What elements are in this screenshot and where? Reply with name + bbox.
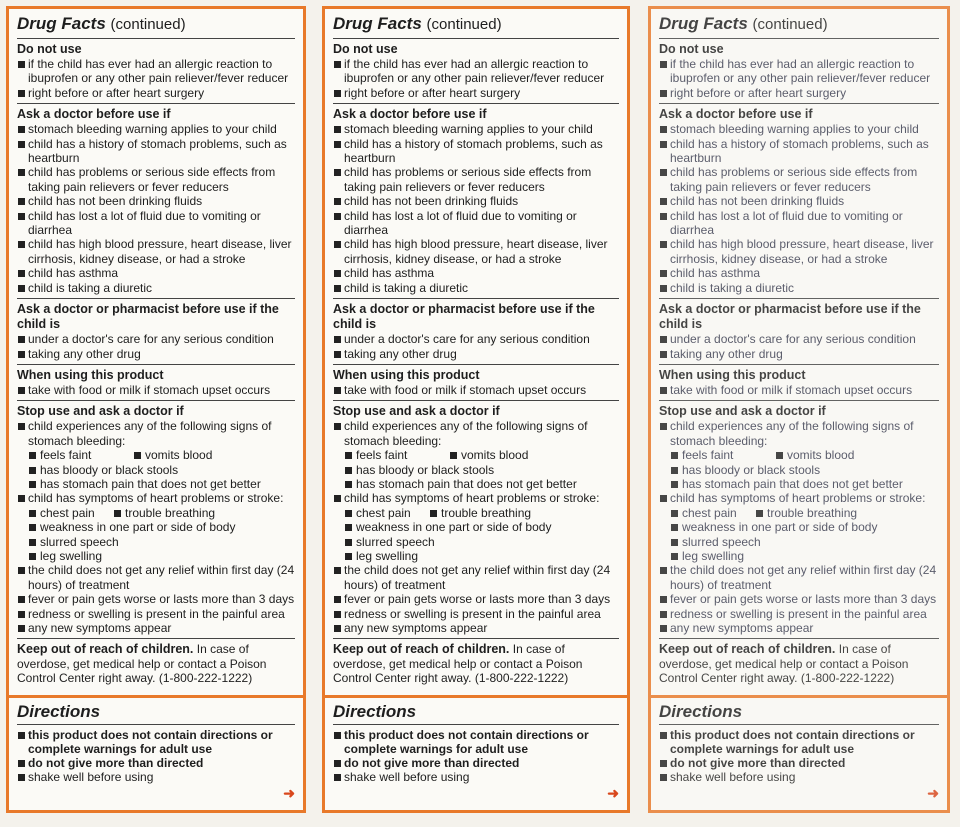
symptom-item: slurred speech <box>659 535 939 549</box>
warning-item: child has asthma <box>333 266 619 280</box>
warning-item: child has symptoms of heart problems or stroke: <box>659 491 939 505</box>
symptom-item: has bloody or black stools <box>333 463 619 477</box>
label-photo-panel <box>0 0 318 827</box>
directions-title: Directions <box>333 702 417 721</box>
directions-item: do not give more than directed <box>333 756 619 770</box>
stop-use-heading: Stop use and ask a doctor if <box>17 404 184 419</box>
symptom-item: has stomach pain that does not get better <box>333 477 619 491</box>
keep-out-text: In case of overdose, get medical help or contact a Poison Control Center right away. (1-800-222-1222) <box>17 642 267 686</box>
warning-item: child experiences any of the following signs of stomach bleeding: <box>333 419 619 448</box>
symptom-item: slurred speech <box>333 535 619 549</box>
warning-item: child has lost a lot of fluid due to vomiting or diarrhea <box>659 209 939 238</box>
warning-item: taking any other drug <box>333 347 619 361</box>
keep-out-of-reach <box>333 642 619 685</box>
directions-rule <box>17 724 295 725</box>
section-heading: Ask a doctor or pharmacist before use if the child is <box>333 302 595 332</box>
symptom-item: leg swelling <box>333 549 619 563</box>
warning-item: take with food or milk if stomach upset occurs <box>333 383 619 397</box>
symptom-item: weakness in one part or side of body <box>17 520 295 534</box>
symptom-row <box>17 506 295 520</box>
stop-use-heading: Stop use and ask a doctor if <box>333 404 500 419</box>
drug-facts-main-box <box>9 9 303 698</box>
directions-title: Directions <box>17 702 101 721</box>
section-divider <box>17 103 295 104</box>
symptom-row <box>333 448 619 462</box>
warning-item: stomach bleeding warning applies to your child <box>333 122 619 136</box>
warning-item: child has high blood pressure, heart disease, liver cirrhosis, kidney disease, or had a stroke <box>333 237 619 266</box>
warning-item: any new symptoms appear <box>659 621 939 635</box>
section-heading: When using this product <box>659 367 806 382</box>
warning-item: child has high blood pressure, heart disease, liver cirrhosis, kidney disease, or had a stroke <box>17 237 295 266</box>
warning-item: taking any other drug <box>659 347 939 361</box>
warning-item: redness or swelling is present in the painful area <box>659 607 939 621</box>
warning-item: right before or after heart surgery <box>659 86 939 100</box>
warning-item: child has lost a lot of fluid due to vomiting or diarrhea <box>17 209 295 238</box>
section-heading: Ask a doctor before use if <box>17 107 171 122</box>
warning-item: the child does not get any relief within first day (24 hours) of treatment <box>659 563 939 592</box>
symptom-feels-faint: feels faint <box>40 448 92 463</box>
warning-item: if the child has ever had an allergic reaction to ibuprofen or any other pain reliever/fever reducer <box>17 57 295 86</box>
section-divider <box>659 638 939 639</box>
symptom-item: weakness in one part or side of body <box>659 520 939 534</box>
warning-item: child has not been drinking fluids <box>659 194 939 208</box>
warning-item: take with food or milk if stomach upset occurs <box>659 383 939 397</box>
section-divider <box>333 103 619 104</box>
warning-item: if the child has ever had an allergic reaction to ibuprofen or any other pain reliever/fever reducer <box>333 57 619 86</box>
symptom-item: has bloody or black stools <box>17 463 295 477</box>
symptom-trouble-breathing: trouble breathing <box>767 505 858 520</box>
keep-out-heading: Keep out of reach of children. <box>17 642 194 657</box>
warning-item: child is taking a diuretic <box>17 281 295 295</box>
symptom-chest-pain: chest pain <box>356 505 411 520</box>
drug-facts-main-box <box>325 9 627 698</box>
section-heading: Ask a doctor or pharmacist before use if the child is <box>17 302 279 332</box>
warning-item: child is taking a diuretic <box>333 281 619 295</box>
section-divider <box>333 364 619 365</box>
directions-box <box>325 698 627 810</box>
section-heading: When using this product <box>17 367 164 382</box>
symptom-chest-pain: chest pain <box>40 505 95 520</box>
stop-use-heading: Stop use and ask a doctor if <box>659 404 826 419</box>
drug-facts-label <box>648 6 950 813</box>
warning-item: the child does not get any relief within first day (24 hours) of treatment <box>333 563 619 592</box>
warning-item: child has asthma <box>17 266 295 280</box>
section-divider <box>333 638 619 639</box>
warning-item: child has not been drinking fluids <box>333 194 619 208</box>
section-heading: Ask a doctor or pharmacist before use if the child is <box>659 302 921 332</box>
warning-item: if the child has ever had an allergic reaction to ibuprofen or any other pain reliever/fever reducer <box>659 57 939 86</box>
section-heading: When using this product <box>333 367 480 382</box>
warning-item: stomach bleeding warning applies to your child <box>659 122 939 136</box>
warning-item: taking any other drug <box>17 347 295 361</box>
symptom-item: has stomach pain that does not get better <box>17 477 295 491</box>
label-photo-panel <box>640 0 960 827</box>
directions-rule <box>659 724 939 725</box>
symptom-item: leg swelling <box>17 549 295 563</box>
title-text: Drug Facts <box>17 14 106 33</box>
warning-item: child has symptoms of heart problems or stroke: <box>333 491 619 505</box>
directions-item: shake well before using <box>659 770 939 784</box>
directions-box <box>651 698 947 810</box>
drug-facts-label <box>322 6 630 813</box>
title-text: Drug Facts <box>333 14 422 33</box>
directions-item: this product does not contain directions or complete warnings for adult use <box>659 728 939 756</box>
warning-item: child has a history of stomach problems, such as heartburn <box>17 137 295 166</box>
section-heading: Ask a doctor before use if <box>333 107 487 122</box>
warning-item: child has a history of stomach problems, such as heartburn <box>333 137 619 166</box>
section-heading: Ask a doctor before use if <box>659 107 813 122</box>
directions-item: do not give more than directed <box>17 756 295 770</box>
section-divider <box>17 364 295 365</box>
symptom-item: weakness in one part or side of body <box>333 520 619 534</box>
section-heading: Do not use <box>659 42 724 56</box>
section-heading: Do not use <box>333 42 398 56</box>
symptom-item: has bloody or black stools <box>659 463 939 477</box>
warning-item: under a doctor's care for any serious condition <box>659 332 939 346</box>
warning-item: child has asthma <box>659 266 939 280</box>
continue-arrow-icon: ➜ <box>283 785 295 801</box>
warning-item: child experiences any of the following signs of stomach bleeding: <box>17 419 295 448</box>
section-heading: Do not use <box>17 42 82 56</box>
drug-facts-label <box>6 6 306 813</box>
keep-out-of-reach <box>659 642 939 685</box>
warning-item: fever or pain gets worse or lasts more than 3 days <box>659 592 939 606</box>
warning-item: child has symptoms of heart problems or stroke: <box>17 491 295 505</box>
symptom-row <box>333 506 619 520</box>
drug-facts-main-box <box>651 9 947 698</box>
section-divider <box>17 400 295 401</box>
directions-item: this product does not contain directions or complete warnings for adult use <box>333 728 619 756</box>
warning-item: fever or pain gets worse or lasts more than 3 days <box>17 592 295 606</box>
symptom-row <box>17 448 295 462</box>
symptom-trouble-breathing: trouble breathing <box>441 505 532 520</box>
symptom-vomits-blood: vomits blood <box>145 448 213 463</box>
directions-box <box>9 698 303 810</box>
warning-item: child has problems or serious side effects from taking pain relievers or fever reducers <box>17 165 295 194</box>
title-rule <box>333 38 619 39</box>
warning-item: right before or after heart surgery <box>17 86 295 100</box>
symptom-item: has stomach pain that does not get better <box>659 477 939 491</box>
warning-item: the child does not get any relief within first day (24 hours) of treatment <box>17 563 295 592</box>
section-divider <box>17 638 295 639</box>
warning-item: redness or swelling is present in the painful area <box>17 607 295 621</box>
warning-item: under a doctor's care for any serious condition <box>333 332 619 346</box>
warning-item: child is taking a diuretic <box>659 281 939 295</box>
warning-item: under a doctor's care for any serious condition <box>17 332 295 346</box>
section-divider <box>333 400 619 401</box>
symptom-row <box>659 448 939 462</box>
directions-title: Directions <box>659 702 743 721</box>
directions-item: this product does not contain directions or complete warnings for adult use <box>17 728 295 756</box>
warning-item: stomach bleeding warning applies to your child <box>17 122 295 136</box>
title-rule <box>659 38 939 39</box>
symptom-chest-pain: chest pain <box>682 505 737 520</box>
warning-item: child has high blood pressure, heart disease, liver cirrhosis, kidney disease, or had a stroke <box>659 237 939 266</box>
warning-item: any new symptoms appear <box>17 621 295 635</box>
directions-item: do not give more than directed <box>659 756 939 770</box>
label-photo-panel <box>318 0 640 827</box>
directions-rule <box>333 724 619 725</box>
drug-facts-title <box>333 13 619 36</box>
section-divider <box>659 400 939 401</box>
section-divider <box>659 298 939 299</box>
directions-item: shake well before using <box>333 770 619 784</box>
continue-arrow-icon: ➜ <box>607 785 619 801</box>
section-divider <box>659 364 939 365</box>
warning-item: child has problems or serious side effects from taking pain relievers or fever reducers <box>659 165 939 194</box>
warning-item: child has a history of stomach problems, such as heartburn <box>659 137 939 166</box>
symptom-feels-faint: feels faint <box>356 448 408 463</box>
warning-item: child has not been drinking fluids <box>17 194 295 208</box>
title-continued: (continued) <box>426 16 502 33</box>
title-rule <box>17 38 295 39</box>
keep-out-heading: Keep out of reach of children. <box>659 642 836 657</box>
keep-out-heading: Keep out of reach of children. <box>333 642 510 657</box>
warning-item: fever or pain gets worse or lasts more than 3 days <box>333 592 619 606</box>
warning-item: any new symptoms appear <box>333 621 619 635</box>
section-divider <box>659 103 939 104</box>
symptom-trouble-breathing: trouble breathing <box>125 505 216 520</box>
section-divider <box>333 298 619 299</box>
symptom-item: leg swelling <box>659 549 939 563</box>
symptom-row <box>659 506 939 520</box>
drug-facts-title <box>659 13 939 36</box>
continue-arrow-icon: ➜ <box>927 785 939 801</box>
title-text: Drug Facts <box>659 14 748 33</box>
keep-out-text: In case of overdose, get medical help or contact a Poison Control Center right away. (1-800-222-1222) <box>659 642 909 686</box>
warning-item: child has problems or serious side effects from taking pain relievers or fever reducers <box>333 165 619 194</box>
symptom-vomits-blood: vomits blood <box>787 448 855 463</box>
warning-item: child experiences any of the following signs of stomach bleeding: <box>659 419 939 448</box>
warning-item: child has lost a lot of fluid due to vomiting or diarrhea <box>333 209 619 238</box>
warning-item: right before or after heart surgery <box>333 86 619 100</box>
title-continued: (continued) <box>752 16 828 33</box>
title-continued: (continued) <box>110 16 186 33</box>
keep-out-of-reach <box>17 642 295 685</box>
directions-item: shake well before using <box>17 770 295 784</box>
symptom-feels-faint: feels faint <box>682 448 734 463</box>
keep-out-text: In case of overdose, get medical help or contact a Poison Control Center right away. (1-800-222-1222) <box>333 642 583 686</box>
drug-facts-title <box>17 13 295 36</box>
symptom-item: slurred speech <box>17 535 295 549</box>
section-divider <box>17 298 295 299</box>
warning-item: take with food or milk if stomach upset occurs <box>17 383 295 397</box>
warning-item: redness or swelling is present in the painful area <box>333 607 619 621</box>
symptom-vomits-blood: vomits blood <box>461 448 529 463</box>
